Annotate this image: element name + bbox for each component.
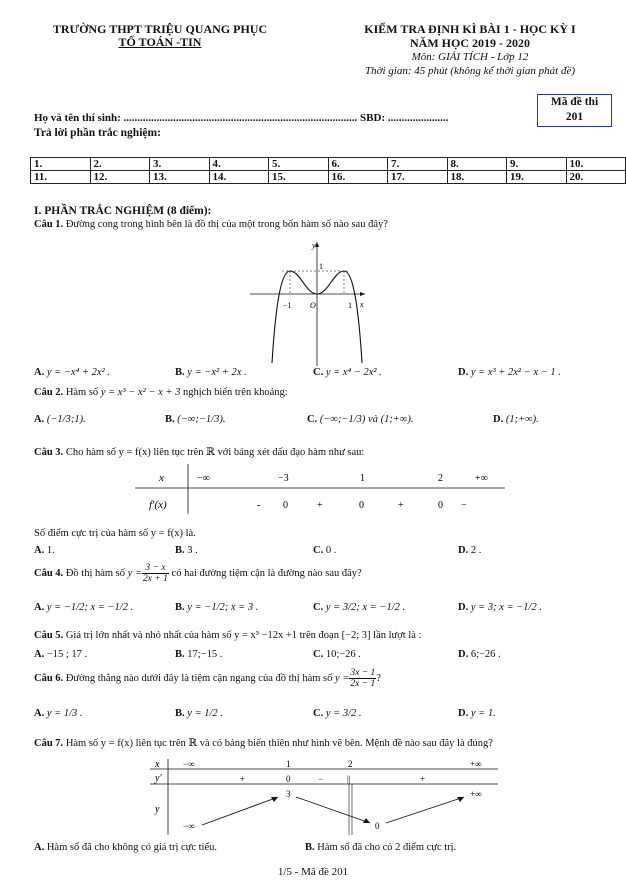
q3-option-c[interactable] <box>313 545 336 556</box>
sign-value: - <box>257 500 261 511</box>
answer-grid-row <box>31 171 626 184</box>
answer-cell[interactable]: 3. <box>150 158 210 171</box>
x-value: −∞ <box>197 473 210 484</box>
x-axis-label: x <box>360 300 364 309</box>
q1-option-a[interactable] <box>34 367 110 378</box>
q7-option-a[interactable] <box>34 842 217 853</box>
increase-arrow <box>386 797 464 823</box>
q2-option-b[interactable] <box>165 414 225 425</box>
answer-heading: Trả lời phần trắc nghiệm: <box>34 127 161 139</box>
option-label: B. <box>175 602 185 613</box>
candidate-name-line: Họ và tên thí sinh: ..................................................................................... SBD: ...................... <box>34 112 449 124</box>
exam-code-value: 201 <box>565 111 584 123</box>
q2-option-c[interactable] <box>307 414 414 425</box>
option-text: y = 3/2; x = −1/2 . <box>325 602 406 613</box>
option-text: y = x³ + 2x² − x − 1 . <box>470 367 561 378</box>
question-label: Câu 4. <box>34 567 64 579</box>
option-label: A. <box>34 367 45 378</box>
option-label: A. <box>34 842 45 853</box>
row-label-x: x <box>159 472 164 484</box>
x-value: −3 <box>278 473 289 484</box>
option-label: B. <box>175 708 185 719</box>
answer-cell[interactable]: 1. <box>31 158 91 171</box>
x-axis-arrow <box>360 292 365 296</box>
option-label: B. <box>165 414 175 425</box>
question-text: Hàm số <box>65 387 99 398</box>
option-text: y = 1/3 . <box>46 708 83 719</box>
option-text: 0 . <box>325 545 337 556</box>
department-name: TỔ TOÁN -TIN <box>118 35 202 49</box>
arrow-head <box>457 797 464 802</box>
option-label: A. <box>34 545 45 556</box>
option-label: A. <box>34 708 45 719</box>
q1-option-b[interactable] <box>175 367 247 378</box>
answer-cell[interactable]: 7. <box>388 158 448 171</box>
option-text: Hàm số đã cho có 2 điểm cực trị. <box>317 842 457 853</box>
option-label: D. <box>458 708 469 719</box>
tick-1: 1 <box>348 301 352 310</box>
option-label: A. <box>34 414 45 425</box>
x-value: 1 <box>286 759 291 769</box>
question-7 <box>34 737 493 749</box>
numerator: 3 − x <box>142 563 169 574</box>
y-axis-label: y <box>312 241 316 250</box>
row-label-x: x <box>155 759 160 770</box>
denominator: 2x − 1 <box>350 679 376 689</box>
question-label: Câu 6. <box>34 672 64 684</box>
question-text: nghịch biến trên khoảng: <box>182 387 288 398</box>
x-value: +∞ <box>470 759 482 769</box>
school-year: NĂM HỌC 2019 - 2020 <box>410 36 530 50</box>
q4-option-c[interactable] <box>313 602 405 613</box>
y-value: 3 <box>286 789 291 799</box>
function-lhs: y = <box>335 672 350 684</box>
x-value: 1 <box>360 473 365 484</box>
answer-cell[interactable]: 18. <box>447 171 507 184</box>
answer-cell[interactable]: 2. <box>90 158 150 171</box>
question-5 <box>34 630 421 641</box>
answer-cell[interactable]: 19. <box>507 171 567 184</box>
option-text: y = 1/2 . <box>187 708 223 719</box>
fraction <box>349 668 376 689</box>
increase-arrow <box>202 797 278 825</box>
q7-variation-table <box>150 757 500 837</box>
section-heading: I. PHẦN TRẮC NGHIỆM (8 điểm): <box>34 205 212 217</box>
question-text: Đường cong trong hình bên là đồ thị của một trong bốn hàm số nào sau đây? <box>65 219 388 230</box>
option-text: y = −x² + 2x . <box>187 367 247 378</box>
x-value: +∞ <box>475 473 488 484</box>
option-text: 6;−26 . <box>470 649 501 660</box>
option-label: A. <box>34 602 45 613</box>
x-value: −∞ <box>183 759 195 769</box>
option-label: C. <box>313 649 324 660</box>
option-text: 17;−15 . <box>187 649 223 660</box>
y-value: −∞ <box>183 821 195 831</box>
option-text: y = 1. <box>470 708 496 719</box>
question-3 <box>34 446 364 458</box>
sign-value: − <box>318 774 324 784</box>
q6-option-d[interactable] <box>458 708 496 719</box>
option-label: C. <box>313 367 324 378</box>
exam-title: KIỂM TRA ĐỊNH KÌ BÀI 1 - HỌC KỲ I <box>364 22 576 36</box>
question-text: Giá trị lớn nhất và nhỏ nhất của hàm số y = x³ −12x +1 trên đoạn [−2; 3] lần lượt là : <box>65 630 422 641</box>
q5-option-b[interactable] <box>175 649 222 660</box>
q3-option-d[interactable] <box>458 545 481 556</box>
option-text: 1. <box>46 545 55 556</box>
question-text: Số điểm cực trị của hàm số y = f(x) là. <box>34 528 196 539</box>
answer-cell[interactable]: 8. <box>447 158 507 171</box>
question-6 <box>34 668 381 689</box>
answer-cell[interactable]: 12. <box>90 171 150 184</box>
q5-option-a[interactable] <box>34 649 87 660</box>
question-1 <box>34 219 388 230</box>
q6-option-c[interactable] <box>313 708 362 719</box>
row-label-y: y <box>155 804 160 815</box>
q1-option-d[interactable] <box>458 367 561 378</box>
sign-value: + <box>240 774 246 784</box>
sign-value: + <box>398 500 404 511</box>
y-value: 0 <box>375 821 380 831</box>
q4-option-a[interactable] <box>34 602 133 613</box>
option-text: y = −1/2; x = 3 . <box>187 602 259 613</box>
question-text: ? <box>376 672 381 684</box>
exam-code-box <box>537 94 612 127</box>
answer-cell[interactable]: 10. <box>566 158 626 171</box>
answer-cell[interactable]: 6. <box>328 158 388 171</box>
question-text: Cho hàm số y = f(x) liên tục trên ℝ với bảng xét dấu đạo hàm như sau: <box>65 447 365 458</box>
option-text: 10;−26 . <box>325 649 361 660</box>
answer-cell[interactable]: 9. <box>507 158 567 171</box>
question-label: Câu 5. <box>34 630 64 641</box>
row-label-yprime: y′ <box>155 773 162 784</box>
question-4 <box>34 563 362 584</box>
option-text: (−∞;−1/3) và (1;+∞). <box>319 414 414 425</box>
question-label: Câu 3. <box>34 447 64 458</box>
question-function: y = x³ − x² − x + 3 <box>100 387 181 398</box>
fraction <box>142 563 169 584</box>
option-label: C. <box>313 708 324 719</box>
q1-option-c[interactable] <box>313 367 382 378</box>
sign-value: 0 <box>283 500 288 511</box>
question-text: có hai đường tiệm cận là đường nào sau đây? <box>171 567 362 579</box>
answer-cell[interactable]: 17. <box>388 171 448 184</box>
origin-label: O <box>310 301 316 310</box>
q5-option-c[interactable] <box>313 649 361 660</box>
answer-grid <box>30 157 626 184</box>
sign-value: − <box>461 500 467 511</box>
denominator: 2x + 1 <box>143 574 168 584</box>
row-label-fprime: f′(x) <box>149 499 167 511</box>
option-label: D. <box>493 414 504 425</box>
option-text: y = 3/2 . <box>325 708 362 719</box>
sign-value: || <box>347 774 351 784</box>
page-footer: 1/5 - Mã đề 201 <box>277 866 349 878</box>
x-value: 2 <box>348 759 353 769</box>
q4-option-b[interactable] <box>175 602 258 613</box>
option-label: D. <box>458 545 469 556</box>
question-label: Câu 2. <box>34 387 64 398</box>
exam-time: Thời gian: 45 phút (không kể thời gian phát đề) <box>364 65 576 77</box>
q3-option-b[interactable] <box>175 545 198 556</box>
question-text: Đường thẳng nào dưới đây là tiệm cận ngang của đồ thị hàm số <box>65 672 333 684</box>
option-text: y = x⁴ − 2x² . <box>325 367 382 378</box>
option-text: Hàm số đã cho không có giá trị cực tiểu. <box>46 842 217 853</box>
option-label: D. <box>458 602 469 613</box>
q2-option-d[interactable] <box>493 414 539 425</box>
answer-cell[interactable]: 11. <box>31 171 91 184</box>
q6-option-b[interactable] <box>175 708 223 719</box>
option-text: 2 . <box>470 545 482 556</box>
answer-cell[interactable]: 16. <box>328 171 388 184</box>
option-text: y = 3; x = −1/2 . <box>470 602 542 613</box>
answer-cell[interactable]: 20. <box>566 171 626 184</box>
school-name: TRƯỜNG THPT TRIỆU QUANG PHỤC <box>52 22 268 36</box>
option-text: −15 ; 17 . <box>46 649 88 660</box>
answer-cell[interactable]: 5. <box>269 158 329 171</box>
y-value: +∞ <box>470 789 482 799</box>
answer-cell[interactable]: 13. <box>150 171 210 184</box>
x-value: 2 <box>438 473 443 484</box>
decrease-arrow <box>296 797 370 823</box>
q2-option-a[interactable] <box>34 414 86 425</box>
option-label: B. <box>175 545 185 556</box>
option-label: D. <box>458 367 469 378</box>
tick-neg1: −1 <box>283 301 292 310</box>
option-label: A. <box>34 649 45 660</box>
question-text: Đồ thị hàm số <box>65 567 126 579</box>
q5-option-d[interactable] <box>458 649 501 660</box>
q6-option-a[interactable] <box>34 708 83 719</box>
tick-y1: 1 <box>319 262 323 271</box>
option-label: D. <box>458 649 469 660</box>
option-label: B. <box>175 649 185 660</box>
sign-value: 0 <box>438 500 443 511</box>
option-text: (−1/3;1). <box>46 414 86 425</box>
option-label: C. <box>307 414 318 425</box>
answer-grid-row <box>31 158 626 171</box>
function-lhs: y = <box>127 567 143 579</box>
q7-option-b[interactable] <box>305 842 456 853</box>
option-label: B. <box>305 842 315 853</box>
sign-value: 0 <box>286 774 291 784</box>
sign-value: + <box>420 774 426 784</box>
q4-option-d[interactable] <box>458 602 542 613</box>
question-text: Hàm số y = f(x) liên tục trên ℝ và có bảng biến thiên như hình vẽ bên. Mệnh đề nào sau đây là đúng? <box>65 738 493 749</box>
sign-value: 0 <box>359 500 364 511</box>
answer-cell[interactable]: 4. <box>209 158 269 171</box>
q1-graph <box>250 238 370 368</box>
question-label: Câu 1. <box>34 219 64 230</box>
option-text: y = −1/2; x = −1/2 . <box>46 602 134 613</box>
option-text: 3 . <box>187 545 198 556</box>
y-axis-arrow <box>315 242 319 247</box>
question-label: Câu 7. <box>34 738 64 749</box>
question-3-prompt <box>34 528 196 539</box>
option-text: (−∞;−1/3). <box>177 414 226 425</box>
exam-code-label: Mã đề thi <box>550 96 599 108</box>
numerator: 3x − 1 <box>350 668 376 678</box>
option-label: C. <box>313 545 324 556</box>
question-2 <box>34 387 288 398</box>
subject: Môn: GIẢI TÍCH - Lớp 12 <box>411 51 529 63</box>
option-label: C. <box>313 602 324 613</box>
option-text: y = −x⁴ + 2x² . <box>46 367 110 378</box>
q3-option-a[interactable] <box>34 545 55 556</box>
option-label: B. <box>175 367 185 378</box>
sign-value: + <box>317 500 323 511</box>
q3-sign-table <box>135 462 515 518</box>
option-text: (1;+∞). <box>505 414 539 425</box>
answer-cell[interactable]: 15. <box>269 171 329 184</box>
answer-cell[interactable]: 14. <box>209 171 269 184</box>
